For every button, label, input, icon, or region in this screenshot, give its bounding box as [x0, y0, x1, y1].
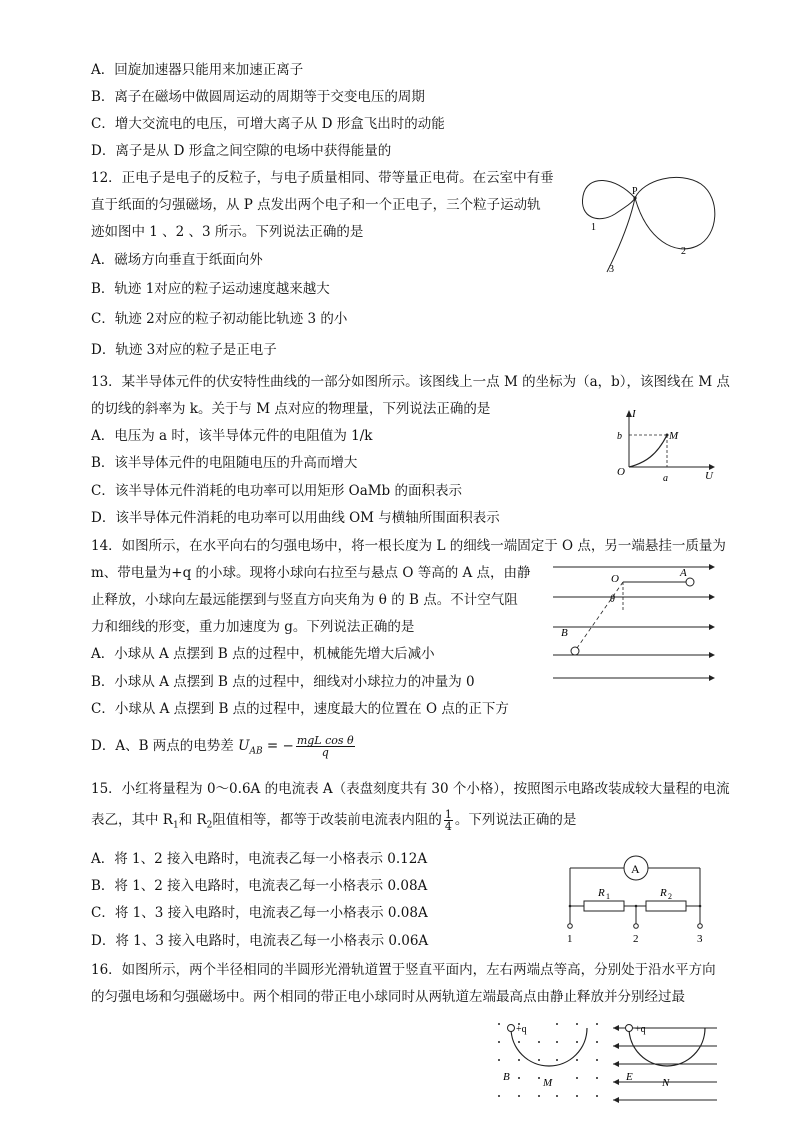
q15-option-c: C．将 1、3 接入电路时，电流表乙每一小格表示 0.08A	[91, 905, 428, 921]
q11-option-b: B．离子在磁场中做圆周运动的周期等于交变电压的周期	[91, 89, 425, 105]
q15-stem-line1: 15．小红将量程为 0～0.6A 的电流表 A（表盘刻度共有 30 个小格），按照图示电路改装成较大量程的电流	[91, 781, 730, 797]
q11-option-a: A．回旋加速器只能用来加速正离子	[91, 62, 304, 78]
label-r1-sub: 1	[606, 892, 610, 901]
q14-option-b: B．小球从 A 点摆到 B 点的过程中，细线对小球拉力的冲量为 0	[91, 674, 475, 690]
label-o: O	[611, 573, 619, 585]
label-b: B	[561, 627, 568, 639]
q15-sub-2: 2	[206, 820, 213, 831]
q13-option-b: B．该半导体元件的电阻随电压的升高而增大	[91, 455, 358, 471]
q12-option-a: A．磁场方向垂直于纸面向外	[91, 252, 263, 268]
electric-field-arrows	[613, 1025, 619, 1103]
q15-stem-line2	[91, 809, 576, 835]
terminal-3	[698, 924, 703, 929]
q12-option-b: B．轨迹 1对应的粒子运动速度越来越大	[91, 281, 330, 297]
label-o: O	[617, 466, 625, 478]
label-p: P	[632, 186, 638, 197]
q14-formula-num: mgL cos θ	[296, 734, 354, 747]
string-ob	[577, 582, 623, 648]
label-2: 2	[681, 246, 686, 257]
q15-frac-den: 4	[444, 820, 452, 833]
trajectory-2	[635, 177, 715, 248]
q14-stem-line3: 止释放，小球向左最远能摆到与竖直方向夹角为 θ 的 B 点。不计空气阻	[91, 592, 518, 608]
q12-stem-line2: 直于纸面的匀强磁场，从 P 点发出两个电子和一个正电子，三个粒子运动轨	[91, 197, 541, 213]
q14-formula-fraction	[296, 735, 355, 758]
label-terminal-1: 1	[567, 933, 573, 945]
q15-option-b: B．将 1、2 接入电路时，电流表乙每一小格表示 0.08A	[91, 878, 428, 894]
label-a: A	[680, 567, 687, 579]
q12-option-d: D．轨迹 3对应的粒子是正电子	[91, 342, 277, 358]
q15-frac-num: 1	[444, 808, 452, 821]
q14-formula-lhs: U	[238, 738, 250, 754]
label-e: E	[626, 1071, 633, 1083]
q12-trajectory-figure	[575, 168, 725, 278]
label-r2-sub: 2	[668, 892, 672, 901]
ball-b	[571, 647, 579, 655]
q12-stem-line1: 12．正电子是电子的反粒子，与电子质量相同、带等量正电荷。在云室中有垂	[91, 170, 554, 186]
label-m: M	[669, 430, 679, 442]
label-i: I	[632, 408, 636, 420]
q13-iv-curve-figure	[605, 405, 720, 485]
q14-formula-eq: = −	[262, 738, 294, 754]
label-terminal-2: 2	[633, 933, 639, 945]
q15-circuit-figure	[562, 848, 712, 946]
q15-text-b: 和 R	[178, 812, 207, 828]
label-q-left: +q	[516, 1024, 527, 1035]
terminal-2	[634, 924, 639, 929]
q14-stem-line2: m、带电量为+q 的小球。现将小球向右拉至与悬点 O 等高的 A 点，由静	[91, 565, 531, 581]
q15-option-a: A．将 1、2 接入电路时，电流表乙每一小格表示 0.12A	[91, 851, 428, 867]
q13-option-d: D．该半导体元件消耗的电功率可以用曲线 OM 与横轴所围面积表示	[91, 510, 500, 526]
label-1: 1	[591, 222, 596, 233]
label-r1: R	[598, 887, 605, 899]
q14-pendulum-figure	[553, 560, 718, 685]
ball-right	[626, 1025, 633, 1032]
q15-text-a: 表乙，其中 R	[91, 812, 173, 828]
q16-stem-line1: 16．如图所示，两个半径相同的半圆形光滑轨道置于竖直平面内，左右两端点等高，分别处于沿水平方向	[91, 962, 716, 978]
q14-option-a: A．小球从 A 点摆到 B 点的过程中，机械能先增大后减小	[91, 646, 435, 662]
trajectory-1	[582, 180, 635, 218]
q13-stem-line2: 的切线的斜率为 k。关于与 M 点对应的物理量，下列说法正确的是	[91, 401, 491, 417]
electric-field-lines	[613, 1028, 717, 1100]
label-theta: θ	[610, 594, 615, 605]
label-a: a	[663, 473, 668, 484]
q15-fraction	[444, 809, 453, 832]
q12-stem-line3: 迹如图中 1 、2 、3 所示。下列说法正确的是	[91, 224, 364, 240]
field-arrows	[709, 564, 715, 681]
trajectory-3	[607, 198, 635, 272]
q14-option-c: C．小球从 A 点摆到 B 点的过程中，速度最大的位置在 O 点的正下方	[91, 701, 509, 717]
q15-sub-1: 1	[172, 820, 179, 831]
label-n: N	[662, 1077, 670, 1089]
label-terminal-3: 3	[697, 933, 703, 945]
resistor-r2	[646, 901, 686, 911]
label-b: B	[503, 1071, 510, 1083]
q14-formula-sub: AB	[249, 746, 263, 757]
q15-text-c: 阻值相等，都等于改装前电流表内阻的	[212, 812, 442, 828]
q15-text-d: 。下列说法正确的是	[454, 812, 577, 828]
q15-option-d: D．将 1、3 接入电路时，电流表乙每一小格表示 0.06A	[91, 933, 429, 949]
ammeter-label: A	[631, 862, 640, 876]
label-q-right: +q	[635, 1024, 646, 1035]
q13-option-c: C．该半导体元件消耗的电功率可以用矩形 OaMb 的面积表示	[91, 483, 462, 499]
resistor-r1	[584, 901, 624, 911]
q16-tracks-figure	[495, 1018, 720, 1103]
label-u: U	[705, 470, 713, 482]
q14-option-d	[91, 735, 357, 761]
q16-stem-line2: 的匀强电场和匀强磁场中。两个相同的带正电小球同时从两轨道左端最高点由静止释放并分别经过最	[91, 989, 685, 1005]
iv-curve	[629, 435, 667, 467]
q14-stem-line1: 14．如图所示，在水平向右的匀强电场中，将一根长度为 L 的细线一端固定于 O 点，另一端悬挂一质量为	[91, 538, 726, 554]
label-b: b	[617, 431, 622, 442]
q14-formula-den: q	[321, 746, 329, 759]
label-r2: R	[660, 887, 667, 899]
q13-option-a: A．电压为 a 时，该半导体元件的电阻值为 1/k	[91, 428, 373, 444]
label-m: M	[543, 1077, 553, 1089]
q13-stem-line1: 13．某半导体元件的伏安特性曲线的一部分如图所示。该图线上一点 M 的坐标为（a，b），该图线在 M 点	[91, 374, 730, 390]
q14-option-d-prefix: D．A、B 两点的电势差	[91, 738, 239, 754]
q11-option-c: C．增大交流电的电压，可增大离子从 D 形盒飞出时的动能	[91, 116, 445, 132]
terminal-1	[568, 924, 573, 929]
ball-left	[508, 1025, 515, 1032]
q12-option-c: C．轨迹 2对应的粒子初动能比轨迹 3 的小	[91, 311, 348, 327]
q14-stem-line4: 力和细线的形变，重力加速度为 g。下列说法正确的是	[91, 619, 415, 635]
q11-option-d: D．离子是从 D 形盒之间空隙的电场中获得能量的	[91, 143, 392, 159]
ball-a	[686, 578, 694, 586]
label-3: 3	[609, 264, 614, 275]
